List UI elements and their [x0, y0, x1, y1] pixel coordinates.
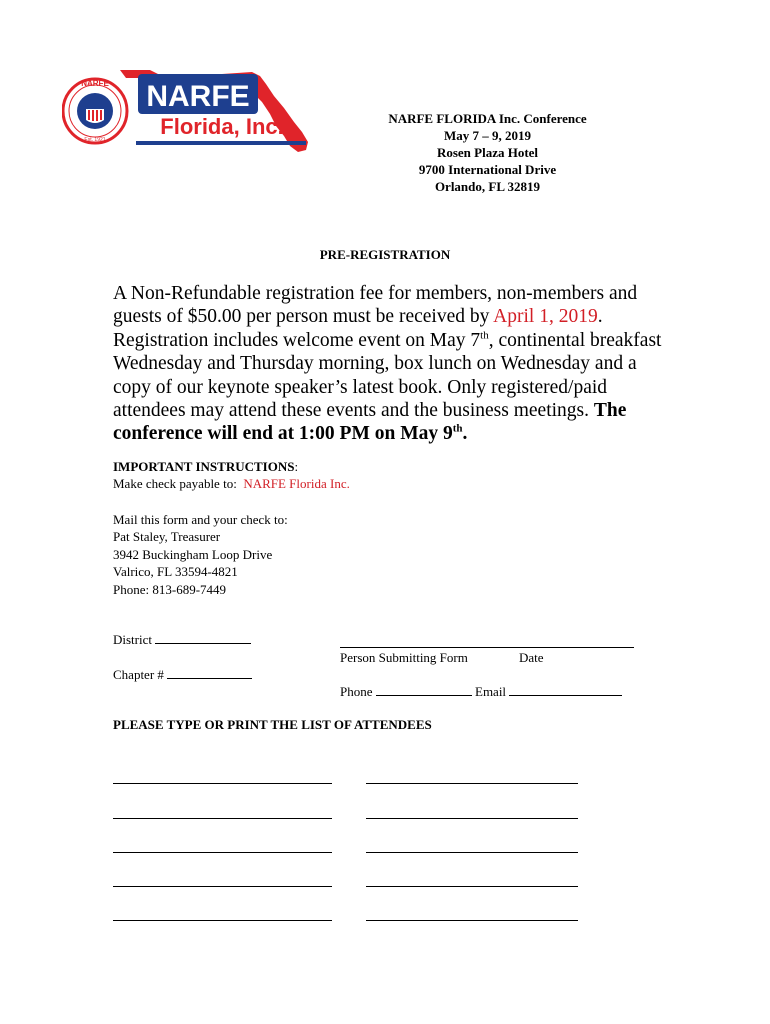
attendee-line[interactable] — [113, 886, 332, 887]
instructions-heading: IMPORTANT INSTRUCTIONS — [113, 459, 295, 474]
intro-text-1: A Non-Refundable registration fee for members, non-members and guests of $50.00 per person must be received by — [113, 283, 638, 328]
chapter-blank[interactable] — [167, 667, 252, 679]
seal-text-bottom: Est. 1921 — [84, 137, 106, 143]
instructions-colon: : — [294, 459, 299, 474]
attendee-line[interactable] — [366, 852, 578, 853]
intro-text-2: . Registration includes welcome event on May 7 — [113, 306, 603, 351]
attendee-line[interactable] — [113, 783, 332, 784]
email-label: Email — [475, 684, 507, 699]
conference-dates: May 7 – 9, 2019 — [443, 128, 532, 143]
district-label: District — [113, 632, 152, 647]
treasurer-street: 3942 Buckingham Loop Drive — [113, 546, 273, 562]
page-heading: PRE-REGISTRATION — [319, 247, 451, 262]
logo-name: NARFE — [146, 80, 250, 113]
conference-title: NARFE FLORIDA Inc. Conference — [388, 111, 587, 126]
seal-text-top: NARFE — [81, 79, 109, 88]
conference-street: 9700 International Drive — [418, 162, 557, 177]
conference-end-period: . — [462, 423, 468, 445]
intro-sup-2: th — [452, 422, 463, 435]
logo-subtitle: Florida, Inc. — [160, 114, 284, 139]
important-instructions — [113, 458, 350, 492]
chapter-label: Chapter # — [113, 667, 164, 682]
district-field[interactable] — [113, 632, 251, 648]
attendee-line[interactable] — [366, 818, 578, 819]
phone-email-field[interactable] — [340, 684, 622, 700]
attendee-line[interactable] — [113, 920, 332, 921]
intro-sup-1: th — [480, 329, 489, 342]
treasurer-phone: Phone: 813-689-7449 — [113, 581, 227, 597]
attendees-heading: PLEASE TYPE OR PRINT THE LIST OF ATTENDEES — [113, 717, 432, 732]
phone-blank[interactable] — [376, 684, 472, 696]
payable-to: NARFE Florida Inc. — [243, 476, 350, 491]
phone-label: Phone — [340, 684, 373, 699]
attendee-line[interactable] — [366, 920, 578, 921]
attendee-line[interactable] — [113, 852, 332, 853]
mailing-address — [113, 511, 288, 598]
date-label: Date — [519, 650, 544, 665]
attendee-line[interactable] — [113, 818, 332, 819]
attendee-line[interactable] — [366, 783, 578, 784]
district-blank[interactable] — [155, 632, 251, 644]
person-submitting-label: Person Submitting Form — [340, 650, 468, 665]
treasurer-city: Valrico, FL 33594-4821 — [113, 564, 238, 580]
person-date-blank[interactable] — [340, 647, 634, 648]
conference-city: Orlando, FL 32819 — [434, 179, 541, 194]
conference-end-text: The conference will end at 1:00 PM on May 9 — [113, 400, 627, 445]
registration-deadline: April 1, 2019 — [493, 306, 598, 328]
attendee-line[interactable] — [366, 886, 578, 887]
conference-venue: Rosen Plaza Hotel — [436, 145, 539, 160]
conference-info — [340, 110, 635, 195]
intro-text-3: , continental breakfast Wednesday and Thursday morning, box lunch on Wednesday and a copy of our keynote speaker’s latest book. Only registered/paid attendees may attend these events and the business meetings. — [113, 329, 662, 422]
narfe-florida-logo — [62, 66, 314, 156]
intro-paragraph — [113, 282, 673, 446]
narfe-seal-icon — [63, 79, 127, 143]
email-blank[interactable] — [509, 684, 622, 696]
mail-instructions: Mail this form and your check to: — [113, 512, 288, 527]
payable-label: Make check payable to: — [113, 476, 237, 491]
chapter-field[interactable] — [113, 667, 252, 683]
treasurer-name: Pat Staley, Treasurer — [113, 529, 221, 545]
